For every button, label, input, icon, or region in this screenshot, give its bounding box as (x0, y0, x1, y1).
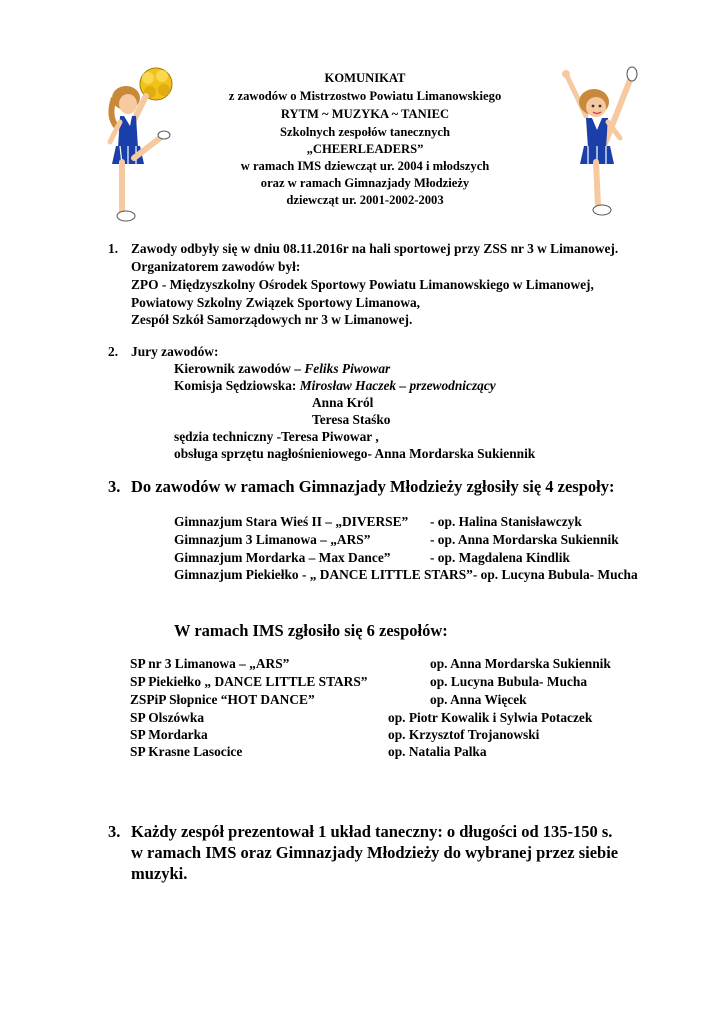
team-coach: - op. Anna Mordarska Sukiennik (430, 532, 619, 547)
committee-member: Teresa Staśko (312, 412, 391, 427)
section-number: 2. (108, 344, 119, 359)
ims-team-name: SP Olszówka (130, 710, 205, 725)
section-4-line: w ramach IMS oraz Gimnazjady Młodzieży do wybranej przez siebie (131, 843, 619, 862)
ims-team-coach: op. Lucyna Bubula- Mucha (430, 674, 588, 689)
committee-chair: Mirosław Haczek – przewodniczący (299, 378, 496, 393)
ims-team-coach: op. Anna Mordarska Sukiennik (430, 656, 611, 671)
header-line: z zawodów o Mistrzostwo Powiatu Limanowskiego (228, 89, 502, 103)
team-name: Gimnazjum 3 Limanowa – „ARS” (174, 532, 371, 547)
header-line: w ramach IMS dziewcząt ur. 2004 i młodszych (240, 159, 490, 173)
organizer-item: Zespół Szkół Samorządowych nr 3 w Limanowej. (131, 312, 413, 327)
director-line (174, 360, 390, 377)
ims-team-coach: op. Krzysztof Trojanowski (388, 727, 540, 742)
organizer-item: ZPO - Międzyszkolny Ośrodek Sportowy Powiatu Limanowskiego w Limanowej, (131, 277, 594, 292)
section-number: 3. (108, 477, 121, 496)
header-line: dziewcząt ur. 2001-2002-2003 (286, 193, 444, 207)
team-name: Gimnazjum Mordarka – Max Dance” (174, 550, 391, 565)
section-3-title: Do zawodów w ramach Gimnazjady Młodzieży zgłosiły się 4 zespoły: (131, 477, 615, 496)
organizer-label: Organizatorem zawodów był: (131, 259, 301, 274)
team-coach: - op. Lucyna Bubula- Mucha (472, 567, 638, 582)
director-label: Kierownik zawodów – (174, 361, 305, 376)
committee-line (174, 377, 496, 394)
ims-team-name: SP Piekiełko „ DANCE LITTLE STARS” (130, 674, 368, 689)
ims-team-coach: op. Anna Więcek (430, 692, 527, 707)
section-number: 3. (108, 822, 121, 841)
header-title: KOMUNIKAT (324, 71, 406, 85)
section-4-line: Każdy zespół prezentował 1 układ taneczny: o długości od 135-150 s. (131, 822, 613, 841)
ims-team-name: SP Krasne Lasocice (130, 744, 243, 759)
cheerleader-right-illustration (556, 60, 646, 220)
team-name: Gimnazjum Stara Wieś II – „DIVERSE” (174, 514, 409, 529)
team-coach: - op. Halina Stanisławczyk (430, 514, 582, 529)
header-line: RYTM ~ MUZYKA ~ TANIEC (280, 107, 450, 121)
jury-title: Jury zawodów: (131, 344, 219, 359)
director-name: Feliks Piwowar (304, 361, 391, 376)
ims-title: W ramach IMS zgłosiło się 6 zespołów: (174, 621, 448, 640)
technical-judge: sędzia techniczny -Teresa Piwowar , (174, 429, 379, 444)
ims-team-coach: op. Piotr Kowalik i Sylwia Potaczek (388, 710, 593, 725)
committee-label: Komisja Sędziowska: (174, 378, 300, 393)
ims-team-coach: op. Natalia Palka (388, 744, 487, 759)
ims-team-name: SP nr 3 Limanowa – „ARS” (130, 656, 290, 671)
section-4-line: muzyki. (131, 864, 188, 883)
header-line: „CHEERLEADERS” (306, 142, 424, 156)
header-line: Szkolnych zespołów tanecznych (279, 125, 450, 139)
ims-team-name: ZSPiP Słopnice “HOT DANCE” (130, 692, 315, 707)
committee-member: Anna Król (312, 395, 374, 410)
organizer-item: Powiatowy Szkolny Związek Sportowy Limanowa, (131, 295, 421, 310)
team-coach: - op. Magdalena Kindlik (430, 550, 570, 565)
header-line: oraz w ramach Gimnazjady Młodzieży (260, 176, 470, 190)
sound-operator: obsługa sprzętu nagłośnieniowego- Anna Mordarska Sukiennik (174, 446, 536, 461)
team-name: Gimnazjum Piekiełko - „ DANCE LITTLE STARS”- op. Lucyna Bubula- Mucha (174, 567, 638, 582)
ims-team-name: SP Mordarka (130, 727, 208, 742)
cheerleader-left-illustration (100, 66, 180, 226)
section-number: 1. (108, 241, 119, 256)
section-1-line: Zawody odbyły się w dniu 08.11.2016r na hali sportowej przy ZSS nr 3 w Limanowej. (131, 241, 619, 256)
